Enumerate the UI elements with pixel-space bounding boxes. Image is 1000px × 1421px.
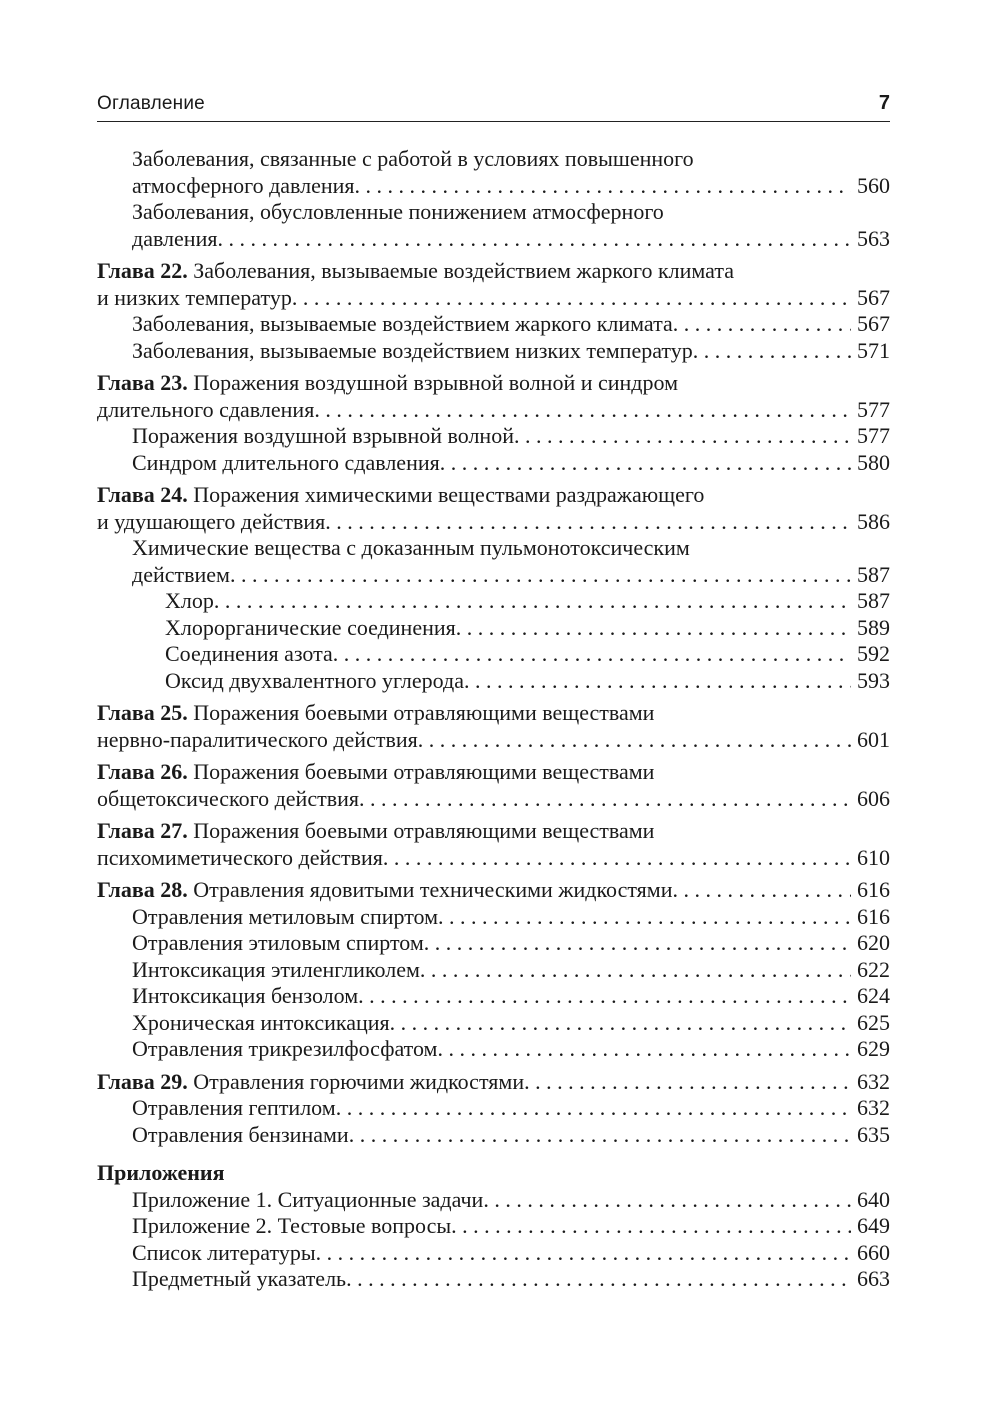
toc-entry xyxy=(97,615,890,642)
chapter-label: Глава 28. xyxy=(97,877,188,902)
entry-page-number: 587 xyxy=(851,562,890,589)
toc-entry xyxy=(97,641,890,668)
toc-chapter-entry xyxy=(97,877,890,904)
entry-title: Приложение 1. Ситуационные задачи xyxy=(132,1186,484,1212)
chapter-label: Глава 25. xyxy=(97,700,188,725)
entry-title: Отравления трикрезилфосфатом xyxy=(132,1036,438,1061)
chapter-label: Глава 22. xyxy=(97,258,188,283)
toc-chapter-entry xyxy=(97,759,890,786)
entry-title: психомиметического действия xyxy=(97,844,383,870)
entry-page-number: 580 xyxy=(851,450,890,477)
entry-page-number: 589 xyxy=(851,615,890,642)
entry-page-number: 567 xyxy=(851,285,890,312)
toc-entry xyxy=(97,983,890,1010)
toc-entry xyxy=(97,338,890,365)
toc-entry xyxy=(97,509,890,536)
entry-page-number: 616 xyxy=(851,904,890,931)
entry-page-number: 620 xyxy=(851,930,890,957)
running-header xyxy=(97,91,890,122)
toc-entry xyxy=(97,199,890,226)
entry-title: Хлорорганические соединения xyxy=(165,614,456,640)
toc-entry xyxy=(97,957,890,984)
entry-title: Заболевания, вызываемые воздействием жаркого климата xyxy=(193,258,735,283)
entry-page-number: 567 xyxy=(851,311,890,338)
entry-title: Отравления гептилом xyxy=(132,1095,336,1120)
entry-title: Интоксикация этиленгликолем xyxy=(132,956,420,982)
entry-title: Приложение 2. Тестовые вопросы xyxy=(132,1213,452,1238)
toc-entry xyxy=(97,588,890,615)
entry-page-number: 563 xyxy=(851,226,890,253)
toc-entry xyxy=(97,311,890,338)
toc-chapter-entry xyxy=(97,370,890,397)
entry-page-number: 577 xyxy=(851,397,890,424)
entry-title: Предметный указатель xyxy=(132,1266,347,1291)
toc-entry xyxy=(97,1213,890,1240)
toc-entry xyxy=(97,786,890,813)
entry-page-number: 624 xyxy=(851,983,890,1010)
toc-entry xyxy=(97,727,890,754)
toc-entry xyxy=(97,1122,890,1149)
toc-entry xyxy=(97,668,890,695)
entry-title: общетоксического действия xyxy=(97,785,359,811)
entry-title: Синдром длительного сдавления xyxy=(132,449,440,475)
entry-page-number: 601 xyxy=(851,727,890,754)
entry-page-number: 660 xyxy=(851,1240,890,1267)
entry-page-number: 632 xyxy=(851,1095,890,1122)
entry-title: Поражения боевыми отравляющими веществами xyxy=(193,700,655,725)
entry-page-number: 560 xyxy=(851,173,890,200)
running-header-title: Оглавление xyxy=(97,93,205,114)
entry-page-number: 606 xyxy=(851,786,890,813)
chapter-label: Глава 23. xyxy=(97,370,188,395)
entry-title: Отравления бензинами xyxy=(132,1121,349,1147)
entry-page-number: 632 xyxy=(851,1069,890,1096)
table-of-contents xyxy=(97,146,890,1293)
toc-chapter-entry xyxy=(97,818,890,845)
toc-entry xyxy=(97,1187,890,1214)
toc-entry xyxy=(97,1036,890,1063)
entry-title: Отравления метиловым спиртом xyxy=(132,903,439,929)
entry-title: и низких температур xyxy=(97,284,292,310)
toc-chapter-entry xyxy=(97,1069,890,1096)
entry-title: атмосферного давления xyxy=(132,172,355,198)
entry-title: Соединения азота xyxy=(165,641,333,666)
entry-title: Оксид двухвалентного углерода xyxy=(165,667,464,693)
toc-entry xyxy=(97,1010,890,1037)
toc-entry xyxy=(97,423,890,450)
entry-title: Хлор xyxy=(165,588,214,613)
entry-page-number: 586 xyxy=(851,509,890,536)
toc-entry xyxy=(97,845,890,872)
entry-title: и удушающего действия xyxy=(97,508,326,534)
toc-entry xyxy=(97,146,890,173)
toc-chapter-entry xyxy=(97,1160,890,1187)
entry-title: давления xyxy=(132,225,218,251)
toc-entry xyxy=(97,226,890,253)
toc-entry xyxy=(97,1095,890,1122)
entry-title: Химические вещества с доказанным пульмонотоксическим xyxy=(132,535,690,560)
entry-page-number: 592 xyxy=(851,641,890,668)
toc-chapter-entry xyxy=(97,258,890,285)
page-number: 7 xyxy=(878,92,890,114)
entry-page-number: 587 xyxy=(851,588,890,615)
entry-title: Поражения воздушной взрывной волной xyxy=(132,423,514,448)
entry-title: Заболевания, вызываемые воздействием низких температур xyxy=(132,337,693,363)
entry-page-number: 571 xyxy=(851,338,890,365)
entry-title: Отравления этиловым спиртом xyxy=(132,930,424,955)
entry-title: действием xyxy=(132,561,230,587)
entry-title: Поражения химическими веществами раздражающего xyxy=(193,482,705,507)
entry-page-number: 625 xyxy=(851,1010,890,1037)
entry-page-number: 577 xyxy=(851,423,890,450)
chapter-label: Глава 29. xyxy=(97,1068,188,1094)
entry-title: Отравления ядовитыми техническими жидкостями xyxy=(193,877,673,902)
toc-entry xyxy=(97,397,890,424)
toc-entry xyxy=(97,1266,890,1293)
chapter-label: Глава 24. xyxy=(97,482,188,507)
entry-page-number: 640 xyxy=(851,1187,890,1214)
entry-page-number: 629 xyxy=(851,1036,890,1063)
entry-title: Интоксикация бензолом xyxy=(132,983,359,1008)
entry-page-number: 649 xyxy=(851,1213,890,1240)
toc-chapter-entry xyxy=(97,482,890,509)
entry-title: Поражения воздушной взрывной волной и синдром xyxy=(193,370,679,395)
toc-entry xyxy=(97,562,890,589)
toc-entry xyxy=(97,450,890,477)
entry-title: Заболевания, обусловленные понижением атмосферного xyxy=(132,199,664,224)
entry-title: длительного сдавления xyxy=(97,396,315,422)
toc-entry xyxy=(97,535,890,562)
entry-page-number: 635 xyxy=(851,1122,890,1149)
entry-title: Поражения боевыми отравляющими веществами xyxy=(193,759,655,784)
chapter-label: Приложения xyxy=(97,1160,225,1185)
entry-title: нервно-паралитического действия xyxy=(97,726,418,752)
toc-entry xyxy=(97,285,890,312)
entry-page-number: 622 xyxy=(851,957,890,984)
entry-title: Поражения боевыми отравляющими веществами xyxy=(193,818,655,843)
toc-entry xyxy=(97,904,890,931)
entry-page-number: 663 xyxy=(851,1266,890,1293)
toc-entry xyxy=(97,1240,890,1267)
entry-page-number: 616 xyxy=(851,877,890,904)
chapter-label: Глава 26. xyxy=(97,759,188,784)
entry-title: Отравления горючими жидкостями xyxy=(193,1068,525,1094)
entry-title: Хроническая интоксикация xyxy=(132,1009,390,1035)
toc-chapter-entry xyxy=(97,700,890,727)
toc-entry xyxy=(97,173,890,200)
entry-title: Заболевания, связанные с работой в условиях повышенного xyxy=(132,146,694,171)
entry-title: Заболевания, вызываемые воздействием жаркого климата xyxy=(132,311,673,336)
entry-page-number: 593 xyxy=(851,668,890,695)
toc-entry xyxy=(97,930,890,957)
chapter-label: Глава 27. xyxy=(97,818,188,843)
entry-title: Список литературы xyxy=(132,1239,316,1265)
entry-page-number: 610 xyxy=(851,845,890,872)
